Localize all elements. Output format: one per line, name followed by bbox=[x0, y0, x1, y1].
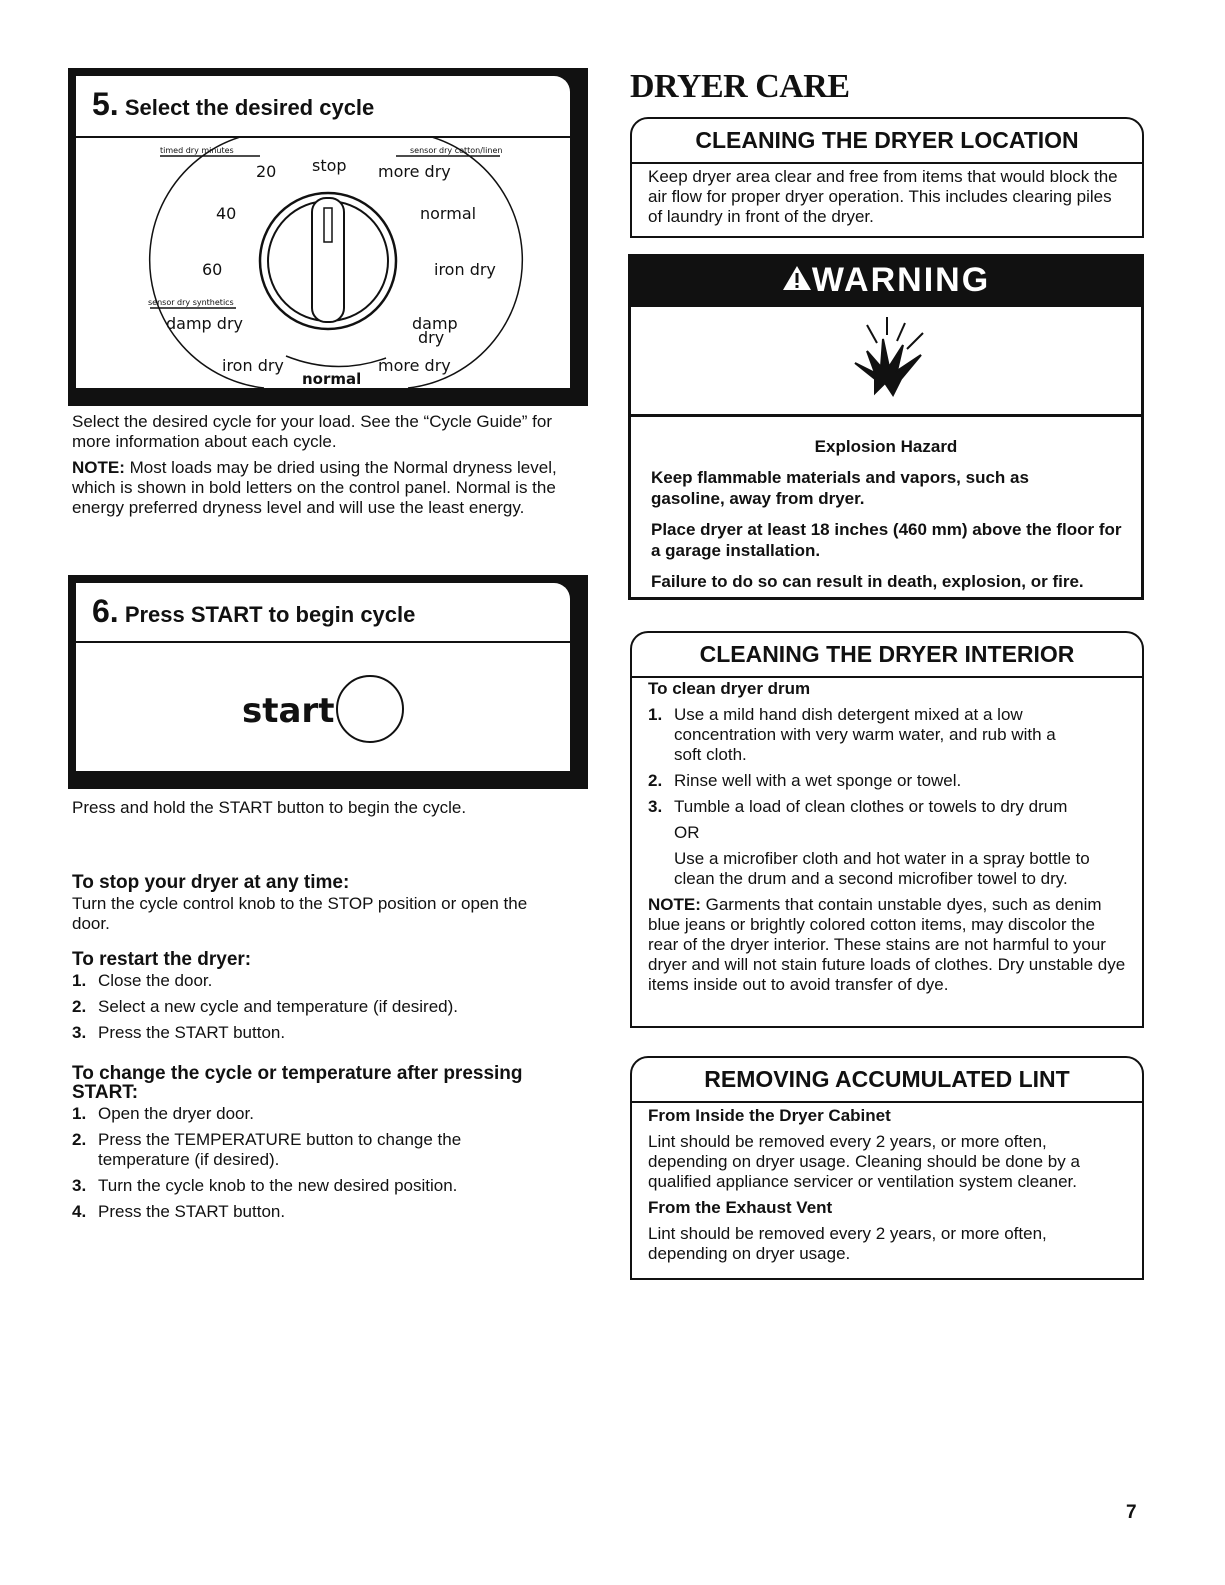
interior-or: OR bbox=[674, 823, 700, 842]
restart-item-3: Press the START button. bbox=[98, 1023, 286, 1042]
sensor-synthetics-label: sensor dry synthetics bbox=[148, 298, 234, 307]
interior-note bbox=[648, 895, 1126, 995]
change-item-3-num: 3. bbox=[72, 1176, 87, 1195]
list-item bbox=[648, 705, 1126, 765]
warning-line3: Failure to do so can result in death, explosion, or fire. bbox=[651, 572, 1084, 591]
restart-list bbox=[72, 971, 552, 1043]
lint-sub2: From the Exhaust Vent bbox=[648, 1198, 833, 1217]
step6-rule bbox=[76, 641, 570, 643]
list-item bbox=[648, 797, 1126, 889]
restart-section bbox=[72, 949, 552, 1049]
interior-box bbox=[630, 631, 1144, 1028]
list-item bbox=[72, 997, 552, 1017]
timed-dry-label: timed dry minutes bbox=[160, 146, 234, 155]
interior-item-3: Tumble a load of clean clothes or towels to dry drum bbox=[674, 797, 1068, 816]
interior-subhead: To clean dryer drum bbox=[648, 679, 811, 698]
list-item bbox=[72, 1202, 562, 1222]
restart-item-2: Select a new cycle and temperature (if desired). bbox=[98, 997, 459, 1016]
step6-inner bbox=[76, 583, 570, 771]
dial-dry: dry bbox=[418, 328, 445, 347]
change-item-2-num: 2. bbox=[72, 1130, 87, 1149]
restart-item-2-num: 2. bbox=[72, 997, 87, 1016]
location-text: Keep dryer area clear and free from items that would block the air flow for proper dryer operation. This includes clearing piles of laundry in front of the dryer. bbox=[648, 167, 1118, 226]
change-item-1: Open the dryer door. bbox=[98, 1104, 254, 1123]
lint-content bbox=[648, 1106, 1126, 1264]
warning-box bbox=[628, 254, 1144, 600]
change-section bbox=[72, 1064, 562, 1228]
interior-item-1: Use a mild hand dish detergent mixed at a low concentration with very warm water, and rub with a soft cloth. bbox=[674, 705, 1056, 764]
dial-60: 60 bbox=[202, 260, 223, 279]
interior-content bbox=[648, 679, 1126, 995]
lint-sub1: From Inside the Dryer Cabinet bbox=[648, 1106, 891, 1125]
warning-divider bbox=[631, 414, 1141, 417]
dial-damp-dry-left: damp dry bbox=[166, 314, 243, 333]
warning-line1: Keep flammable materials and vapors, such as gasoline, away from dryer. bbox=[651, 468, 1029, 508]
change-item-2: Press the TEMPERATURE button to change the temperature (if desired). bbox=[98, 1130, 462, 1169]
interior-item-2-num: 2. bbox=[648, 771, 663, 790]
warning-hazard: Explosion Hazard bbox=[814, 437, 958, 456]
dial-more-dry-top: more dry bbox=[378, 162, 451, 181]
step5-description bbox=[72, 412, 562, 518]
step5-note bbox=[72, 458, 562, 518]
change-item-4: Press the START button. bbox=[98, 1202, 286, 1221]
dial-damp: damp bbox=[412, 314, 458, 333]
stop-heading: To stop your dryer at any time: bbox=[72, 872, 350, 893]
lint-rule bbox=[632, 1101, 1142, 1103]
sensor-cotton-label: sensor dry cotton/linen bbox=[410, 146, 503, 155]
list-item bbox=[72, 1023, 552, 1043]
lint-box bbox=[630, 1056, 1144, 1280]
restart-item-1: Close the door. bbox=[98, 971, 213, 990]
lint-text2: Lint should be removed every 2 years, or more often, depending on dryer usage. bbox=[648, 1224, 1047, 1263]
dial-normal-right: normal bbox=[420, 204, 477, 223]
step6-title-text: Press START to begin cycle bbox=[124, 602, 416, 627]
restart-item-3-num: 3. bbox=[72, 1023, 87, 1042]
dial-40: 40 bbox=[216, 204, 237, 223]
change-item-3: Turn the cycle knob to the new desired position. bbox=[98, 1176, 458, 1195]
cycle-dial bbox=[76, 138, 570, 388]
step5-title-text: Select the desired cycle bbox=[124, 95, 375, 120]
location-box bbox=[630, 117, 1144, 238]
interior-item-1-num: 1. bbox=[648, 705, 663, 724]
dial-iron-dry-bottom: iron dry bbox=[222, 356, 284, 375]
change-heading: To change the cycle or temperature after pressing START: bbox=[72, 1063, 523, 1103]
step6-description: Press and hold the START button to begin the cycle. bbox=[72, 798, 467, 817]
dial-normal-bottom: normal bbox=[302, 370, 362, 388]
step5-note-text: Most loads may be dried using the Normal dryness level, which is shown in bold letters on the control panel. Normal is the energy preferred dryness level and will use the least energy. bbox=[72, 458, 557, 517]
location-rule bbox=[632, 162, 1142, 164]
list-item bbox=[72, 1176, 562, 1196]
start-label: start bbox=[242, 691, 335, 731]
list-item bbox=[72, 1130, 562, 1170]
step5-note-label: NOTE: bbox=[72, 458, 125, 477]
page-number: 7 bbox=[1126, 1502, 1137, 1523]
warning-header bbox=[631, 257, 1141, 307]
restart-heading: To restart the dryer: bbox=[72, 949, 252, 970]
interior-item-3-num: 3. bbox=[648, 797, 663, 816]
interior-rule bbox=[632, 676, 1142, 678]
explosion-icon bbox=[845, 315, 929, 406]
lint-title: REMOVING ACCUMULATED LINT bbox=[704, 1066, 1070, 1092]
dial-more-dry-bottom: more dry bbox=[378, 356, 451, 375]
step5-number: 5. bbox=[92, 86, 119, 122]
change-list bbox=[72, 1104, 562, 1222]
dial-20: 20 bbox=[256, 162, 277, 181]
step6-number: 6. bbox=[92, 593, 119, 629]
start-button[interactable] bbox=[336, 675, 404, 743]
list-item bbox=[648, 771, 1126, 791]
location-title: CLEANING THE DRYER LOCATION bbox=[695, 127, 1079, 153]
step5-desc-text: Select the desired cycle for your load. See the “Cycle Guide” for more information about each cycle. bbox=[72, 412, 553, 451]
interior-title: CLEANING THE DRYER INTERIOR bbox=[699, 641, 1075, 667]
step5-panel bbox=[68, 68, 588, 406]
warning-line2: Place dryer at least 18 inches (460 mm) above the floor for a garage installation. bbox=[651, 520, 1122, 560]
dryer-care-title: DRYER CARE bbox=[630, 68, 850, 105]
dial-iron-dry-right: iron dry bbox=[434, 260, 496, 279]
step6-title bbox=[92, 593, 415, 630]
warning-triangle-icon bbox=[782, 264, 812, 297]
list-item bbox=[72, 971, 552, 991]
interior-note-label: NOTE: bbox=[648, 895, 701, 914]
step5-title bbox=[92, 86, 374, 123]
lint-text1: Lint should be removed every 2 years, or more often, depending on dryer usage. Cleaning should be done by a qualified appliance servicer or ventilation system cleaner. bbox=[648, 1132, 1080, 1191]
interior-item-2: Rinse well with a wet sponge or towel. bbox=[674, 771, 962, 790]
step5-inner bbox=[76, 76, 570, 388]
step6-panel bbox=[68, 575, 588, 789]
start-control bbox=[240, 667, 420, 747]
restart-item-1-num: 1. bbox=[72, 971, 87, 990]
change-item-4-num: 4. bbox=[72, 1202, 87, 1221]
interior-list bbox=[648, 705, 1126, 889]
dial-stop: stop bbox=[312, 156, 347, 175]
change-item-1-num: 1. bbox=[72, 1104, 87, 1123]
cycle-dial-graphic bbox=[76, 138, 570, 388]
list-item bbox=[72, 1104, 562, 1124]
warning-label: WARNING bbox=[811, 261, 991, 299]
stop-section bbox=[72, 872, 552, 934]
interior-note-text: Garments that contain unstable dyes, such as denim blue jeans or brightly colored cotton items, may discolor the rear of the dryer interior. These stains are not harmful to your dryer and will not stain future loads of clothes. Dry unstable dye items inside out to avoid transfer of dye. bbox=[648, 895, 1126, 994]
interior-item-3b: Use a microfiber cloth and hot water in a spray bottle to clean the drum and a second microfiber towel to dry. bbox=[674, 849, 1090, 888]
stop-text: Turn the cycle control knob to the STOP position or open the door. bbox=[72, 894, 528, 933]
